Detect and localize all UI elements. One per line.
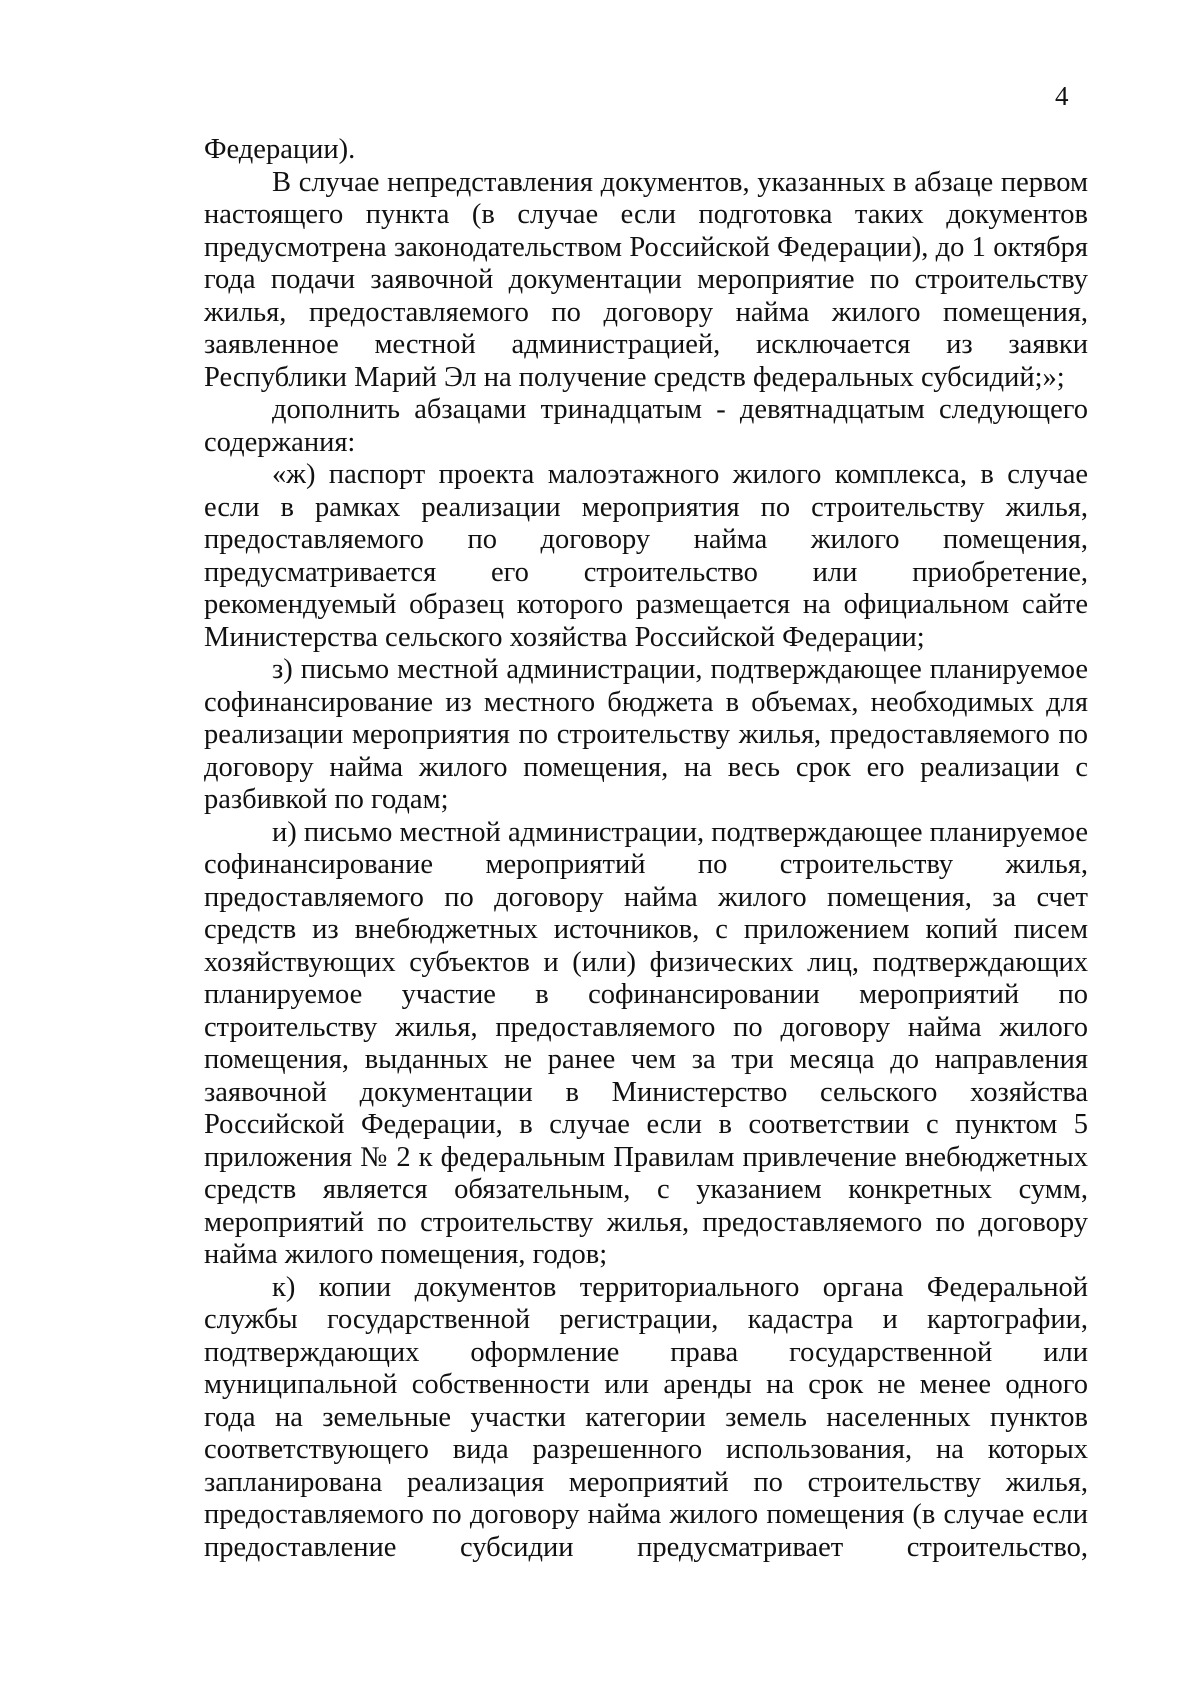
- paragraph: дополнить абзацами тринадцатым - девятнадцатым следующего содержания:: [204, 394, 1088, 458]
- document-body: [204, 134, 1088, 1564]
- paragraph: «ж) паспорт проекта малоэтажного жилого комплекса, в случае если в рамках реализации мероприятия по строительству жилья, предоставляемого по договору найма жилого помещения, предусматривается его строительство или приобретение, рекомендуемый образец которого размещается на официальном сайте Министерства сельского хозяйства Российской Федерации;: [204, 459, 1088, 653]
- paragraph: к) копии документов территориального органа Федеральной службы государственной регистрации, кадастра и картографии, подтверждающих оформление права государственной или муниципальной собственности или аренды на срок не менее одного года на земельные участки категории земель населенных пунктов соответствующего вида разрешенного использования, на которых запланирована реализация мероприятий по строительству жилья, предоставляемого по договору найма жилого помещения (в случае если предоставление субсидии предусматривает строительство,: [204, 1271, 1088, 1563]
- paragraph: з) письмо местной администрации, подтверждающее планируемое софинансирование из местного бюджета в объемах, необходимых для реализации мероприятия по строительству жилья, предоставляемого по договору найма жилого помещения, на весь срок его реализации с разбивкой по годам;: [204, 654, 1088, 815]
- page-number: 4: [1055, 81, 1069, 111]
- paragraph: Федерации).: [204, 134, 356, 165]
- paragraph: В случае непредставления документов, указанных в абзаце первом настоящего пункта (в случае если подготовка таких документов предусмотрена законодательством Российской Федерации), до 1 октября года подачи заявочной документации мероприятие по строительству жилья, предоставляемого по договору найма жилого помещения, заявленное местной администрацией, исключается из заявки Республики Марий Эл на получение средств федеральных субсидий;»;: [204, 166, 1088, 393]
- paragraph: и) письмо местной администрации, подтверждающее планируемое софинансирование мероприятий по строительству жилья, предоставляемого по договору найма жилого помещения, за счет средств из внебюджетных источников, с приложением копий писем хозяйствующих субъектов и (или) физических лиц, подтверждающих планируемое участие в софинансировании мероприятий по строительству жилья, предоставляемого по договору найма жилого помещения, выданных не ранее чем за три месяца до направления заявочной документации в Министерство сельского хозяйства Российской Федерации, в случае если в соответствии с пунктом 5 приложения № 2 к федеральным Правилам привлечение внебюджетных средств является обязательным, с указанием конкретных сумм, мероприятий по строительству жилья, предоставляемого по договору найма жилого помещения, годов;: [204, 816, 1088, 1270]
